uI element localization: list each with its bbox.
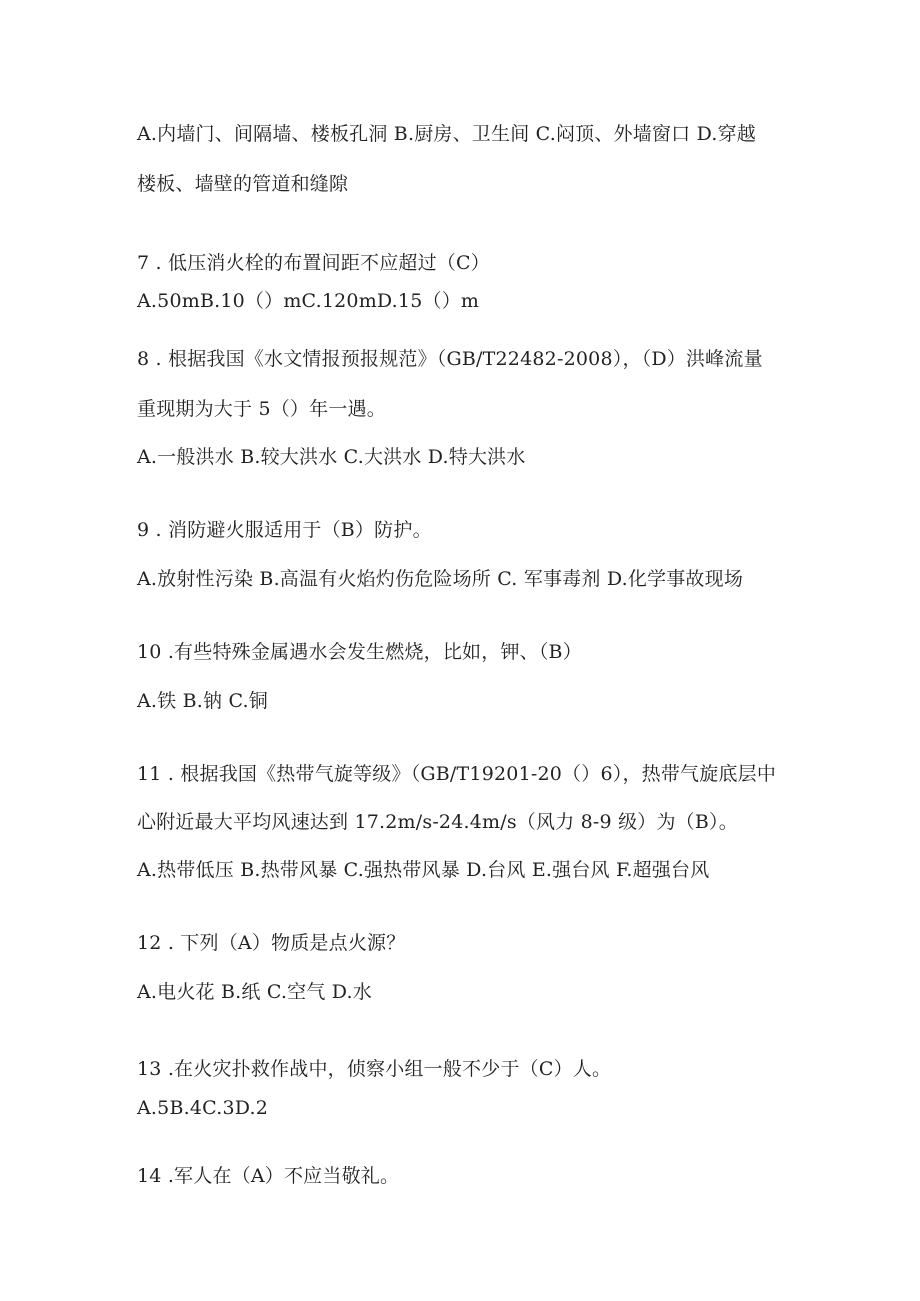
question-8: 8 . 根据我国《水文情报预报规范》（GB/T22482-2008），（D）洪峰流量	[137, 348, 763, 370]
text-line: 楼板、墙壁的管道和缝隙	[137, 173, 349, 195]
options-10: A.铁 B.钠 C.铜	[137, 690, 268, 712]
options-8: A.一般洪水 B.较大洪水 C.大洪水 D.特大洪水	[137, 446, 526, 468]
question-13: 13 .在火灾扑救作战中，侦察小组一般不少于（C）人。	[137, 1058, 612, 1080]
question-10: 10 .有些特殊金属遇水会发生燃烧，比如，钾、（B）	[137, 641, 582, 663]
text-line: A.内墙门、间隔墙、楼板孔洞 B.厨房、卫生间 C.闷顶、外墙窗口 D.穿越	[137, 123, 756, 145]
options-9: A.放射性污染 B.高温有火焰灼伤危险场所 C. 军事毒剂 D.化学事故现场	[137, 568, 744, 590]
options-11: A.热带低压 B.热带风暴 C.强热带风暴 D.台风 E.强台风 F.超强台风	[137, 859, 710, 881]
question-14: 14 .军人在（A）不应当敬礼。	[137, 1165, 400, 1187]
question-9: 9 . 消防避火服适用于（B）防护。	[137, 519, 432, 541]
question-8-cont: 重现期为大于 5（）年一遇。	[137, 398, 386, 420]
options-13: A.5B.4C.3D.2	[137, 1097, 269, 1119]
question-11: 11 . 根据我国《热带气旋等级》（GB/T19201-20（）6），热带气旋底层中	[137, 763, 777, 785]
options-7: A.50mB.10（）mC.120mD.15（）m	[137, 290, 480, 312]
options-12: A.电火花 B.纸 C.空气 D.水	[137, 981, 372, 1003]
question-7: 7 . 低压消火栓的布置间距不应超过（C）	[137, 252, 490, 274]
question-12: 12 . 下列（A）物质是点火源？	[137, 932, 406, 954]
question-11-cont: 心附近最大平均风速达到 17.2m/s-24.4m/s（风力 8-9 级）为（B）。	[137, 811, 738, 833]
